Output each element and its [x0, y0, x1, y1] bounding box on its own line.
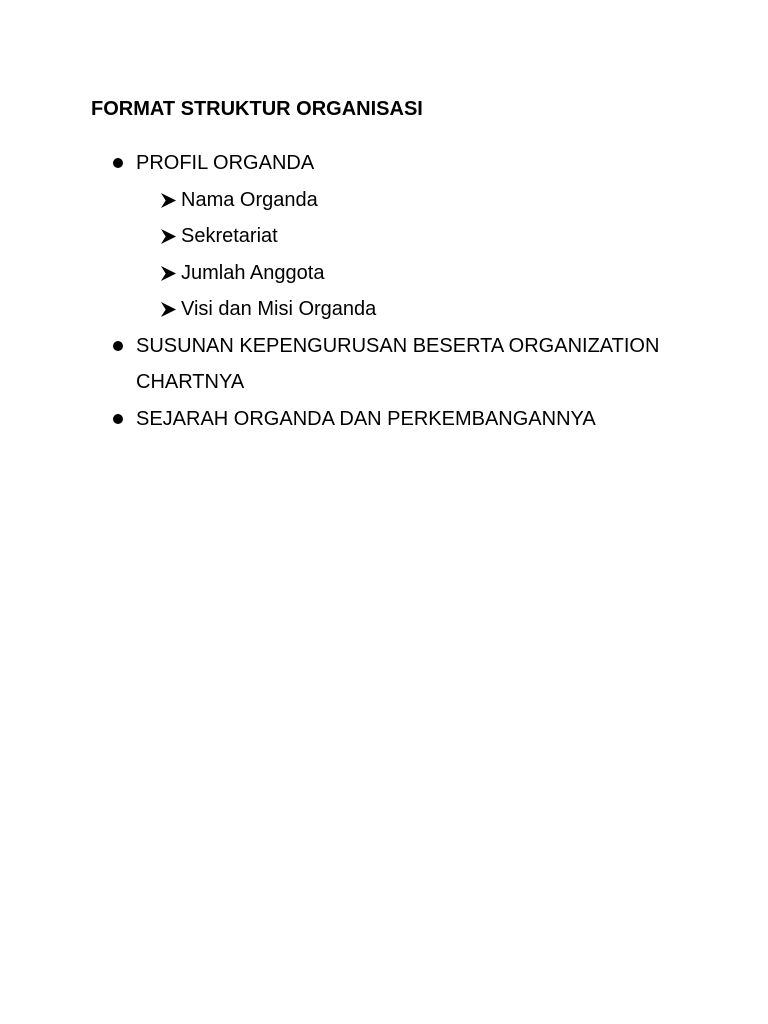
sublist-item [136, 291, 696, 328]
bullet-icon [113, 414, 123, 424]
list-item-label: PROFIL ORGANDA [136, 152, 315, 174]
list-item-label: SUSUNAN KEPENGURUSAN BESERTA ORGANIZATION CHARTNYA [136, 334, 660, 393]
arrowhead-bullet-icon [160, 265, 177, 282]
bullet-icon [113, 341, 123, 351]
sublist-item [136, 255, 696, 292]
list-item-label: SEJARAH ORGANDA DAN PERKEMBANGANNYA [136, 407, 596, 430]
arrowhead-bullet-icon [160, 228, 177, 245]
bullet-icon [113, 158, 123, 168]
document-title: FORMAT STRUKTUR ORGANISASI [91, 98, 423, 120]
list-item-susunan [0, 328, 696, 401]
sublist-item-label: Visi dan Misi Organda [181, 298, 377, 320]
sublist-item [136, 218, 696, 255]
sublist-item-label: Nama Organda [181, 188, 318, 211]
arrowhead-bullet-icon [160, 301, 177, 318]
arrowhead-bullet-icon [160, 192, 177, 209]
list-item-profil [0, 145, 696, 328]
sublist-item [136, 182, 696, 219]
sublist-item-label: Sekretariat [181, 225, 278, 247]
main-list [0, 145, 768, 437]
sublist-profil [136, 182, 696, 328]
list-item-sejarah [0, 401, 696, 438]
sublist-item-label: Jumlah Anggota [181, 261, 325, 284]
